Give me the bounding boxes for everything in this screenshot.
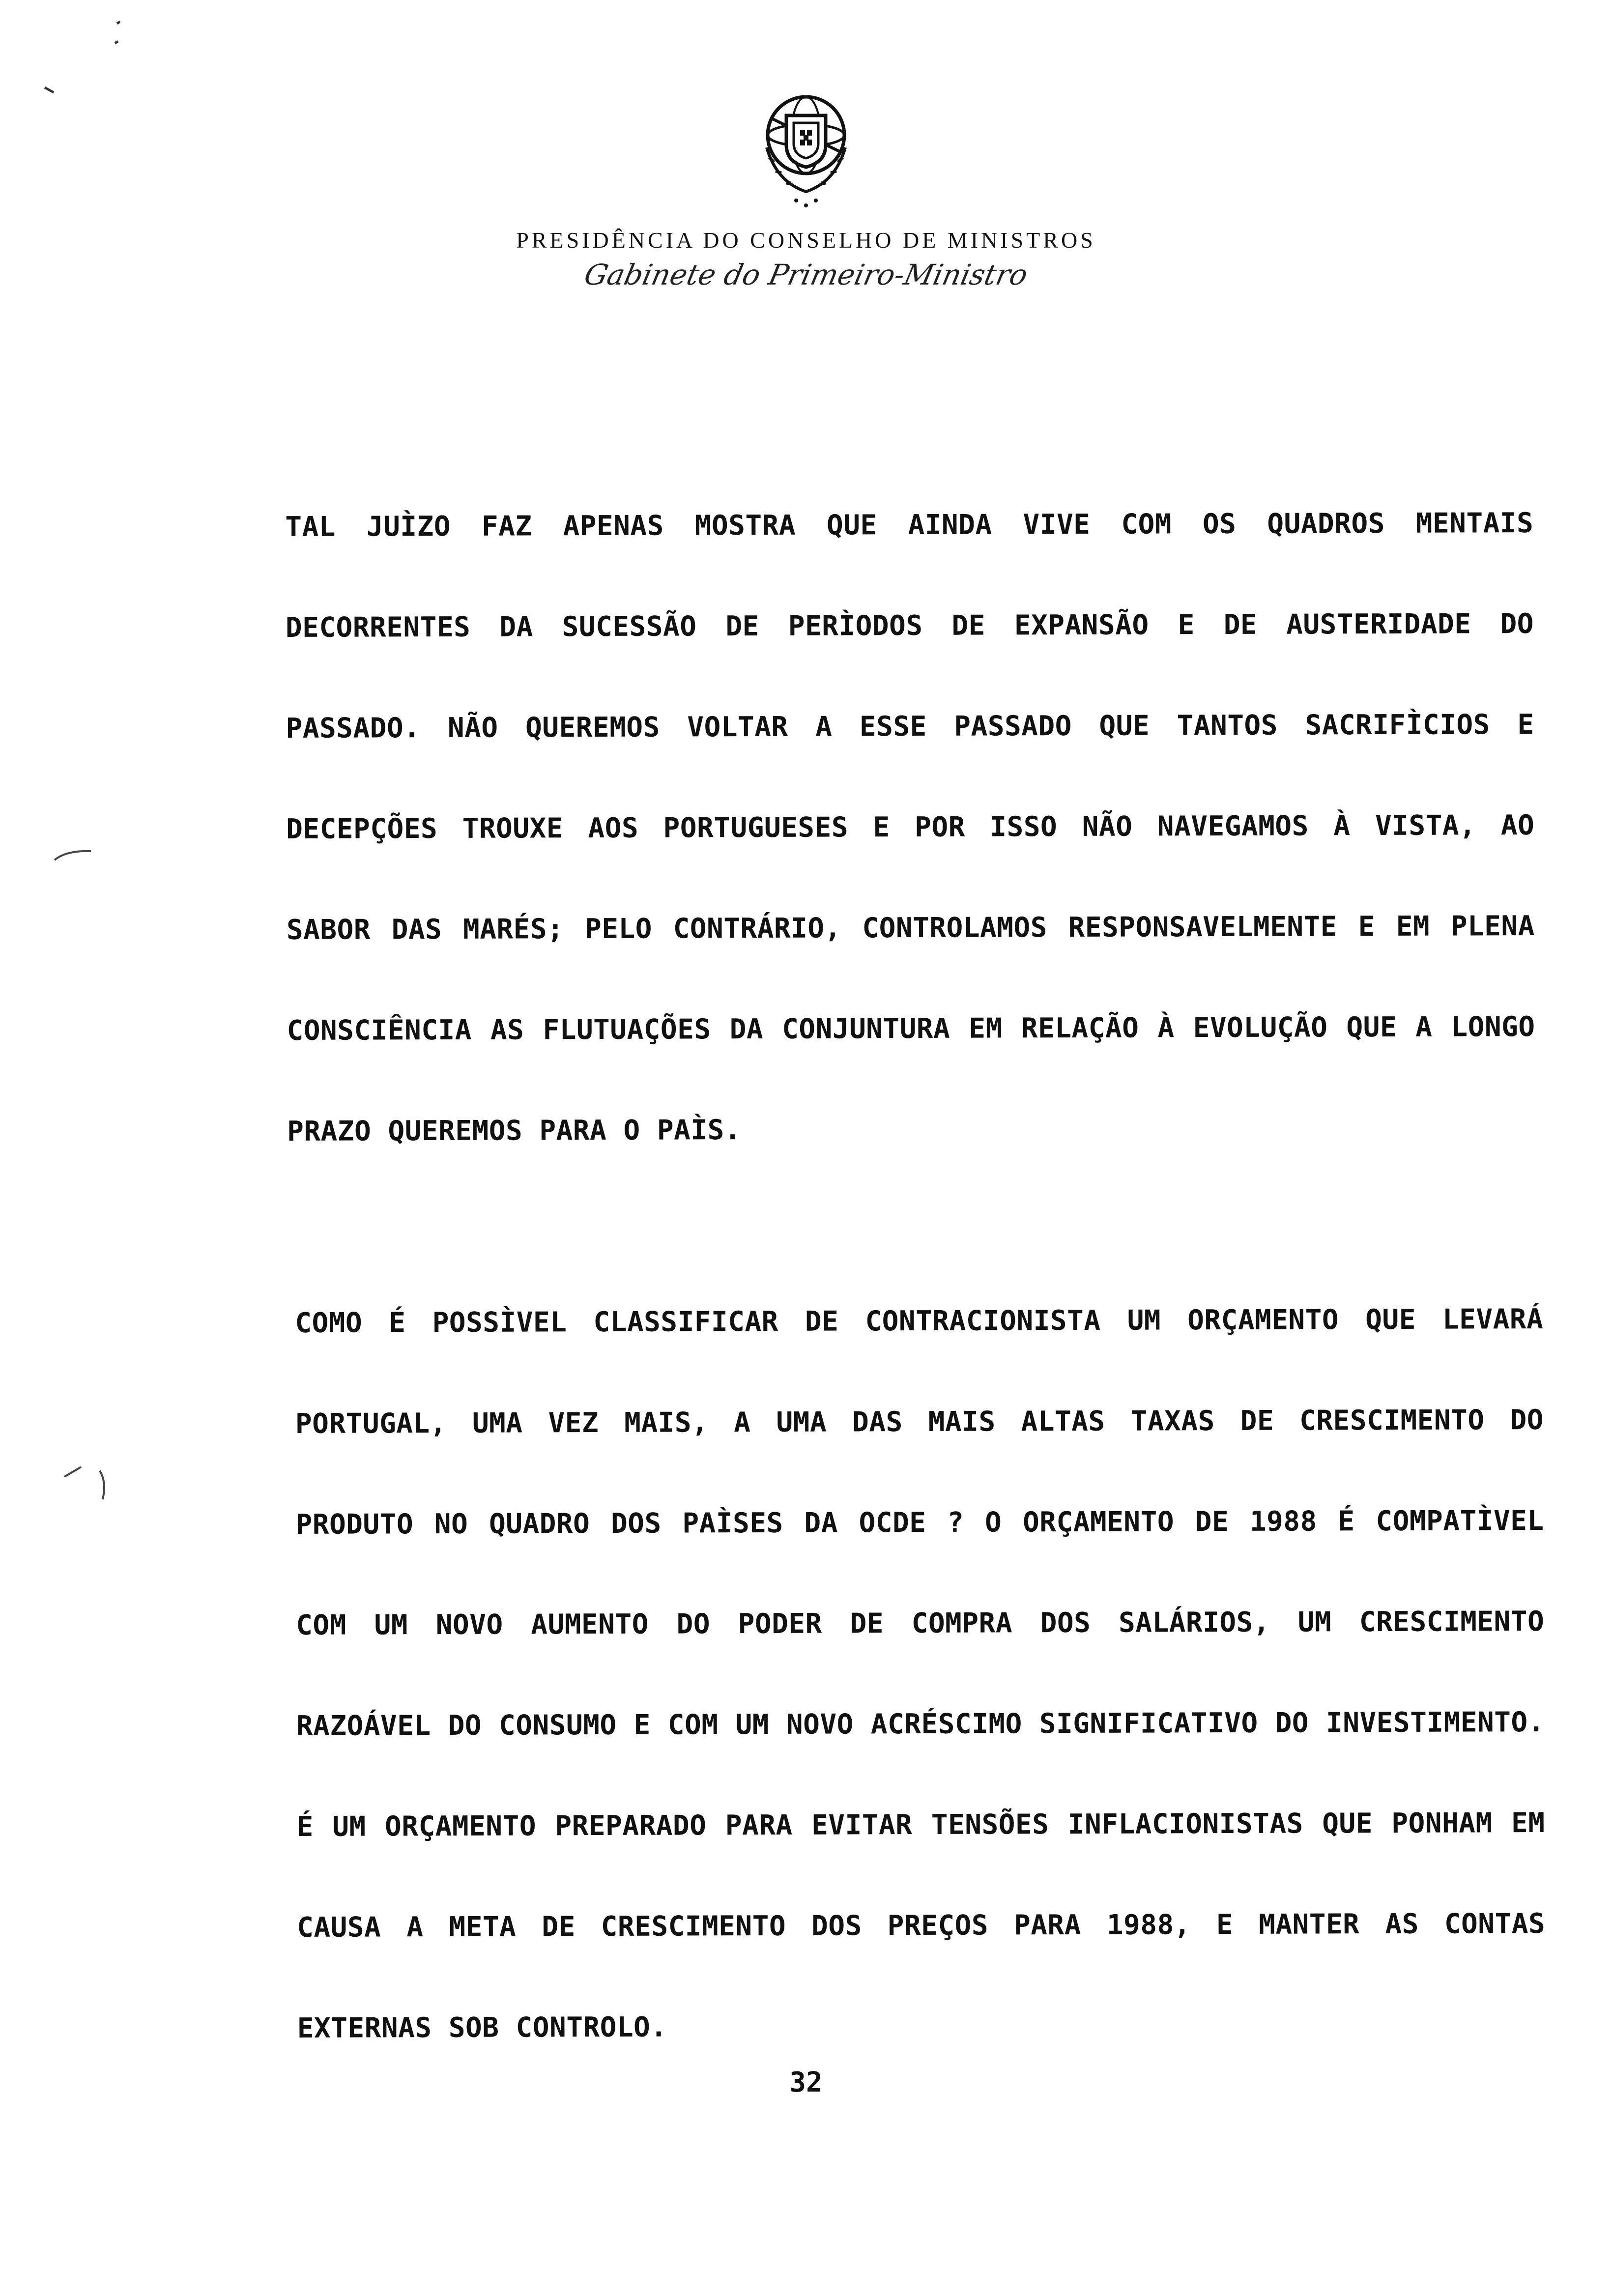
scan-mark (108, 20, 128, 49)
body-paragraph: COMO É POSSÌVEL CLASSIFICAR DE CONTRACIONISTA UM ORÇAMENTO QUE LEVARÁ PORTUGAL, UMA VEZ MAIS, A UMA DAS MAIS ALTAS TAXAS DE CRESCIMENTO DO PRODUTO NO QUADRO DOS PAÌSES DA OCDE ? O ORÇAMENTO DE 1988 É COMPATÌVEL COM UM NOVO AUMENTO DO PODER DE COMPRA DOS SALÁRIOS, UM CRESCIMENTO RAZOÁVEL DO CONSUMO E COM UM NOVO ACRÉSCIMO SIGNIFICATIVO DO INVESTIMENTO. É UM ORÇAMENTO PREPARADO PARA EVITAR TENSÕES INFLACIONISTAS QUE PONHAM EM CAUSA A META DE CRESCIMENTO DOS PREÇOS PARA 1988, E MANTER AS CONTAS EXTERNAS SOB CONTROLO. (295, 1303, 1546, 2044)
office-name: Gabinete do Primeiro-Ministro (581, 258, 1031, 291)
institution-name: PRESIDÊNCIA DO CONSELHO DE MINISTROS (516, 228, 1096, 253)
scan-mark (61, 1462, 115, 1506)
body-paragraph: TAL JUÌZO FAZ APENAS MOSTRA QUE AINDA VIVE COM OS QUADROS MENTAIS DECORRENTES DA SUCESSÃO DE PERÌODOS DE EXPANSÃO E DE AUSTERIDADE DO PASSADO. NÃO QUEREMOS VOLTAR A ESSE PASSADO QUE TANTOS SACRIFÌCIOS E DECEPÇÕES TROUXE AOS PORTUGUESES E POR ISSO NÃO NAVEGAMOS À VISTA, AO SABOR DAS MARÉS; PELO CONTRÁRIO, CONTROLAMOS RESPONSAVELMENTE E EM PLENA CONSCIÊNCIA AS FLUTUAÇÕES DA CONJUNTURA EM RELAÇÃO À EVOLUÇÃO QUE A LONGO PRAZO QUEREMOS PARA O PAÌS. (285, 507, 1535, 1148)
scan-mark (52, 845, 96, 865)
coat-of-arms-icon (747, 88, 865, 216)
page-number: 32 (789, 2066, 823, 2098)
letterhead (0, 88, 1612, 291)
